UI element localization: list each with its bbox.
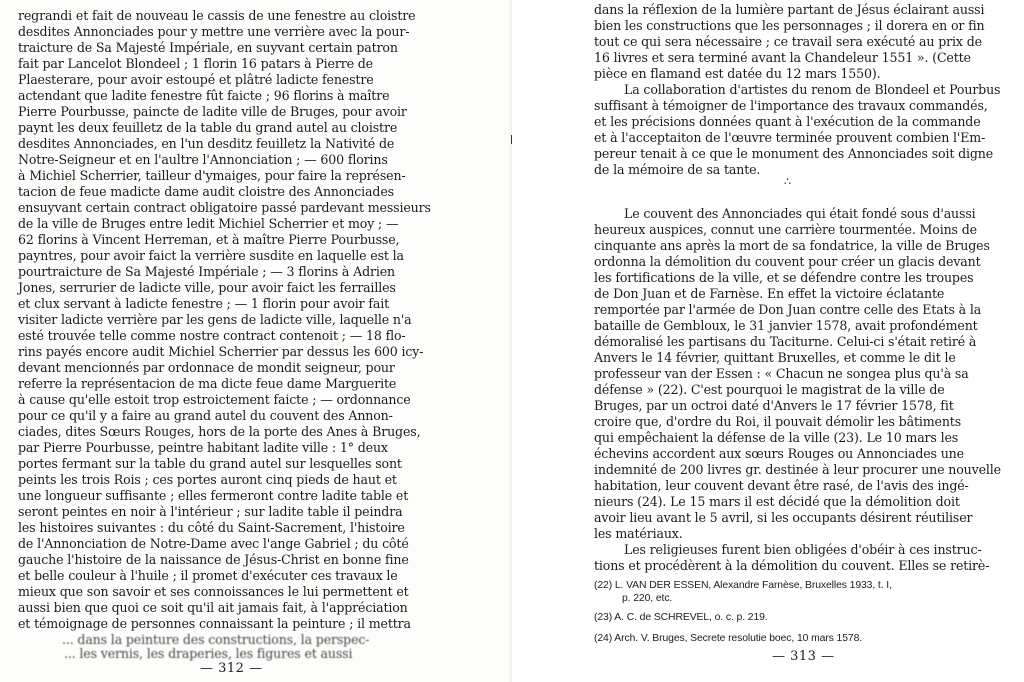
body-text-line: démoralisé les partisans du Taciturne. Celui-ci s'était retiré à [594,334,977,349]
section-divider-icon: ∴ [784,175,791,188]
body-text-line: de Don Juan et de Farnèse. En effet la victoire éclatante [594,286,945,301]
footnote: (22) L. VAN DER ESSEN, Alexandre Farnèse, Bruxelles 1933, t. I, [594,580,892,591]
body-text-line: suffisant à témoigner de l'importance des travaux commandés, [594,98,988,113]
body-text-line: habitation, leur couvent devant être rasé, de l'avis des ingé- [594,478,969,493]
paragraph-start-line: Les religieuses furent bien obligées d'obéir à ces instruc- [624,542,982,557]
body-text-line: ... dans la peinture des constructions, la perspec- [62,632,370,647]
body-text-line: pièce en flamand est datée du 12 mars 1550). [594,66,881,81]
body-text-line: Notre-Seigneur et en l'aultre l'Annonciation ; — 600 florins [18,152,388,167]
body-text-line: une longueur suffisante ; elles fermeront contre ladite table et [18,488,409,503]
body-text-line: avoir lieu avant le 5 avril, si les occupants désirent réutiliser [594,510,973,525]
body-text-line: et les précisions données quant à l'exécution de la commande [594,114,981,129]
body-text-line: Jones, serrurier de ladicte ville, pour avoir faict les ferrailles [18,280,396,295]
body-text-line: referre la représentacion de ma dicte feue dame Marguerite [18,376,397,391]
body-text-line: 62 florins à Vincent Herreman, et à maître Pierre Pourbusse, [18,232,400,247]
body-text-line: mieux que son savoir et ses connoissances le lui permettent et [18,584,409,599]
body-text-line: et à l'acceptaiton de l'œuvre terminée prouvent combien l'Em- [594,130,986,145]
body-text-line: pereur tenait à ce que le monument des Annonciades soit digne [594,146,994,161]
body-text-line: à cause qu'elle estoit trop estroictement faicte ; — ordonnance [18,392,411,407]
body-text-line: fait par Lancelot Blondeel ; 1 florin 16 patars à Pierre de [18,56,373,71]
body-text-line: gauche l'histoire de la naissance de Jésus-Christ en bonne fine [18,552,409,567]
paragraph-start-line: La collaboration d'artistes du renom de Blondeel et Pourbus [624,82,1001,97]
page-number: — 313 — [772,649,835,664]
body-text-line: Anvers le 14 février, quittant Bruxelles, et comme le dit le [594,350,956,365]
footnote: (23) A. C. de SCHREVEL, o. c. p. 219. [594,612,768,623]
body-text-line: ensuyvant certain contract obligatoire passé pardevant messieurs [18,200,431,215]
body-text-line: pourtraicture de Sa Majesté Impériale ; — 3 florins à Adrien [18,264,395,279]
body-text-line: tions et procédèrent à la démolition du couvent. Elles se retirè- [594,558,990,573]
body-text-line: ... les vernis, les draperies, les figures et aussi [64,646,353,661]
body-text-line: portes fermant sur la table du grand autel sur lesquelles sont [18,456,402,471]
body-text-line: desdites Annonciades, en l'un desditz feuilletz la Nativité de [18,136,395,151]
body-text-line: payntres, pour avoir faict la verrière susdite en laquelle est la [18,248,404,263]
body-text-line: ciades, dites Sœurs Rouges, hors de la porte des Anes à Bruges, [18,424,421,439]
body-text-line: de la mémoire de sa tante. [594,162,761,177]
body-text-line: actendant que ladite fenestre fût faicte ; 96 florins à maître [18,88,390,103]
body-text-line: seront peintes en noir à l'intérieur ; sur ladite table il peindra [18,504,403,519]
paragraph-start-line: Le couvent des Annonciades qui était fondé sous d'aussi [624,206,976,221]
body-text-line: par Pierre Pourbusse, peintre habitant ladite ville : 1° deux [18,440,388,455]
body-text-line: tacion de feue madicte dame audit cloistre des Annonciades [18,184,394,199]
body-text-line: Plaesterare, pour avoir estoupé et plâtré ladicte fenestre [18,72,374,87]
body-text-line: indemnité de 200 livres gr. destinée à leur procurer une nouvelle [594,462,1001,477]
body-text-line: regrandi et fait de nouveau le cassis de une fenestre au cloistre [18,8,416,23]
body-text-line: les fortifications de la ville, et se défendre contre les troupes [594,270,974,285]
body-text-line: peints les trois Rois ; ces portes auront cinq pieds de haut et [18,472,397,487]
body-text-line: échevins accordent aux sœurs Rouges ou Annonciades une [594,446,964,461]
body-text-line: de la ville de Bruges entre ledit Michiel Scherrier et moy ; — [18,216,399,231]
body-text-line: heureux auspices, connut une carrière tourmentée. Moins de [594,222,977,237]
body-text-line: et témoignage de personnes connaissant la peinture ; il mettra [18,616,411,631]
body-text-line: bataille de Gembloux, le 31 janvier 1578, avait profondément [594,318,978,333]
body-text-line: et belle couleur à l'huile ; il promet d'exécuter ces travaux le [18,568,398,583]
body-text-line: devant mencionnés par ordonnace de mondit seigneur, pour [18,360,395,375]
body-text-line: visiter ladicte verrière par les gens de ladicte ville, laquelle n'a [18,312,412,327]
page-number: — 312 — [200,661,263,676]
body-text-line: traicture de Sa Majesté Impériale, en suyvant certain patron [18,40,398,55]
body-text-line: Pierre Pourbusse, paincte de ladite ville de Bruges, pour avoir [18,104,407,119]
footnote: p. 220, etc. [622,593,673,604]
body-text-line: bien les constructions que les personnages ; il dorera en or fin [594,18,985,33]
body-text-line: rins payés encore audit Michiel Scherrier par dessus les 600 icy- [18,344,424,359]
body-text-line: desdites Annonciades pour y mettre une verrière avec la pour- [18,24,410,39]
body-text-line: ordonna la démolition du couvent pour créer un glacis devant [594,254,981,269]
right-page [512,0,1024,682]
body-text-line: nieurs (24). Le 15 mars il est décidé que la démolition doit [594,494,960,509]
body-text-line: de l'Annonciation de Notre-Dame avec l'ange Gabriel ; du côté [18,536,409,551]
body-text-line: cinquante ans après la mort de sa fondatrice, la ville de Bruges [594,238,990,253]
body-text-line: les histoires suivantes : du côté du Saint-Sacrement, l'histoire [18,520,405,535]
body-text-line: dans la réflexion de la lumière partant de Jésus éclairant aussi [594,2,985,17]
body-text-line: croire que, d'ordre du Roi, il pouvait démolir les bâtiments [594,414,962,429]
body-text-line: tout ce qui sera nécessaire ; ce travail sera exécuté au prix de [594,34,982,49]
body-text-line: Bruges, par un octroi daté d'Anvers le 17 février 1578, fit [594,398,954,413]
body-text-line: aussi bien que quoi ce soit qu'il ait jamais fait, à l'appréciation [18,600,408,615]
body-text-line: esté trouvée telle comme nostre contract contenoit ; — 18 flo- [18,328,406,343]
body-text-line: 16 livres et sera terminé avant la Chandeleur 1551 ». (Cette [594,50,971,65]
body-text-line: à Michiel Scherrier, tailleur d'ymaiges, pour faire la représen- [18,168,406,183]
body-text-line: pour ce qu'il y a faire au grand autel du couvent des Annon- [18,408,393,423]
body-text-line: qui empêchaient la défense de la ville (23). Le 10 mars les [594,430,959,445]
body-text-line: remportée par l'armée de Don Juan contre celle des Etats à la [594,302,982,317]
body-text-line: les matériaux. [594,526,683,541]
body-text-line: et clux servant à ladicte fenestre ; — 1 florin pour avoir fait [18,296,390,311]
body-text-line: défense » (22). C'est pourquoi le magistrat de la ville de [594,382,945,397]
body-text-line: paynt les deux feuilletz de la table du grand autel au cloistre [18,120,398,135]
footnote: (24) Arch. V. Bruges, Secrete resolutie boec, 10 mars 1578. [594,633,863,644]
body-text-line: professeur van der Essen : « Chacun ne songea plus qu'à sa [594,366,969,381]
